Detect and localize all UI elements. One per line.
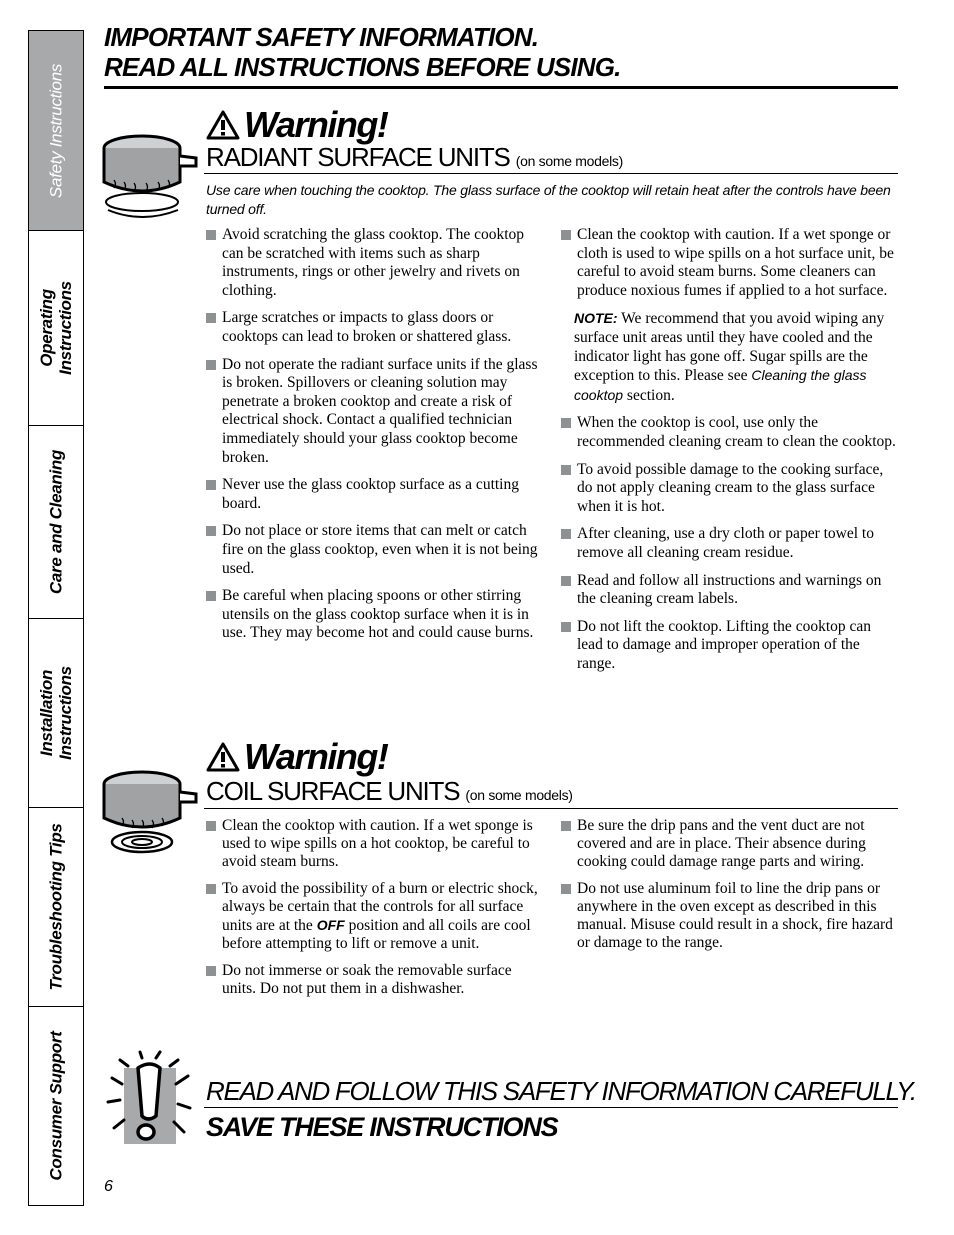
- tab-label: Operating Instructions: [37, 281, 75, 375]
- tab-operating-instructions[interactable]: [29, 231, 83, 426]
- list-item: Read and follow all instructions and warnings on the cleaning cream labels.: [561, 572, 899, 609]
- radiant-divider: [204, 173, 898, 174]
- list-item: To avoid the possibility of a burn or electric shock, always be certain that the controls for all surface units are at the OFF position and all coils are cool before attempting to lift or remove a unit.: [206, 880, 542, 953]
- coil-divider: [204, 808, 898, 809]
- tab-troubleshooting-tips[interactable]: [29, 808, 83, 1007]
- footer-divider: [204, 1107, 898, 1108]
- note-reference: Cleaning the glass cooktop: [574, 367, 867, 403]
- list-item: Be sure the drip pans and the vent duct are not covered and are in place. Their absence during cooking could damage range parts and wiring.: [561, 817, 897, 871]
- radiant-right-column: [561, 226, 899, 682]
- page-number: 6: [104, 1178, 113, 1195]
- radiant-left-column: [206, 226, 544, 652]
- tab-label: Installation Instructions: [37, 666, 75, 760]
- page-title: [104, 22, 898, 82]
- radiant-subtitle-note: (on some models): [515, 153, 623, 169]
- radiant-subtitle: [206, 143, 623, 175]
- tab-label: Troubleshooting Tips: [46, 823, 66, 991]
- list-item: Do not operate the radiant surface units if the glass is broken. Spillovers or cleaning solution may penetrate a broken cooktop and create a risk of electrical shock. Contact a qualified technician immediately should your glass cooktop become broken.: [206, 356, 544, 468]
- off-label: OFF: [316, 917, 345, 933]
- coil-subtitle: [206, 777, 573, 809]
- page-title-line2: READ ALL INSTRUCTIONS BEFORE USING.: [104, 52, 621, 82]
- note-end: section.: [626, 386, 675, 404]
- list-item: Avoid scratching the glass cooktop. The cooktop can be scratched with items such as sharp instruments, rings or other jewelry and rivets on clothing.: [206, 226, 544, 300]
- list-item: Do not immerse or soak the removable surface units. Do not put them in a dishwasher.: [206, 962, 542, 998]
- tab-installation-instructions[interactable]: [29, 619, 83, 808]
- tab-consumer-support[interactable]: [29, 1007, 83, 1205]
- tab-care-and-cleaning[interactable]: [29, 426, 83, 619]
- radiant-note: [574, 309, 899, 405]
- footer-save-instructions: SAVE THESE INSTRUCTIONS: [206, 1112, 558, 1142]
- header-divider: [104, 86, 898, 89]
- list-item: Clean the cooktop with caution. If a wet sponge or cloth is used to wipe spills on a hot surface unit, be careful to avoid steam burns. Some cleaners can produce noxious fumes if applied to a hot surface.: [561, 226, 899, 300]
- coil-right-column: [561, 817, 897, 961]
- list-item: Never use the glass cooktop surface as a cutting board.: [206, 476, 544, 513]
- list-item: To avoid possible damage to the cooking surface, do not apply cleaning cream to the glass surface when it is hot.: [561, 461, 899, 517]
- note-text: We recommend that you avoid wiping any surface unit areas until they have cooled and the indicator light has gone off. Sugar spills are the exception to this. Please see: [574, 310, 885, 385]
- coil-warning-title: [206, 738, 387, 776]
- footer-read-and-follow: READ AND FOLLOW THIS SAFETY INFORMATION CAREFULLY.: [206, 1076, 916, 1106]
- exclamation-icon: [98, 1050, 198, 1146]
- list-item: After cleaning, use a dry cloth or paper towel to remove all cleaning cream residue.: [561, 525, 899, 562]
- coil-subtitle-note: (on some models): [465, 787, 573, 803]
- warning-triangle-icon: [206, 110, 240, 140]
- list-item: Be careful when placing spoons or other stirring utensils on the glass cooktop surface when it is in use. They may become hot and could cause burns.: [206, 587, 544, 643]
- radiant-warning-title: [206, 106, 387, 144]
- warning-label: Warning!: [244, 104, 388, 145]
- list-item: Large scratches or impacts to glass doors or cooktops can lead to broken or shattered glass.: [206, 309, 544, 346]
- list-item: When the cooktop is cool, use only the recommended cleaning cream to clean the cooktop.: [561, 414, 899, 451]
- list-item: Do not use aluminum foil to line the drip pans or anywhere in the oven except as described in this manual. Misuse could result in a shock, fire hazard or damage to the range.: [561, 880, 897, 952]
- coil-pot-icon: [100, 764, 202, 858]
- note-label: NOTE:: [574, 310, 618, 327]
- radiant-subtitle-text: RADIANT SURFACE UNITS: [206, 142, 510, 172]
- radiant-pot-icon: [100, 126, 202, 218]
- tab-label: Safety Instructions: [46, 63, 66, 198]
- warning-label: Warning!: [244, 736, 388, 777]
- radiant-intro: Use care when touching the cooktop. The glass surface of the cooktop will retain heat after the controls have been turned off.: [206, 182, 891, 217]
- tab-label: Consumer Support: [46, 1031, 66, 1181]
- coil-subtitle-text: COIL SURFACE UNITS: [206, 776, 460, 806]
- page-title-line1: IMPORTANT SAFETY INFORMATION.: [104, 22, 539, 52]
- warning-triangle-icon: [206, 742, 240, 772]
- list-item: Do not place or store items that can melt or catch fire on the glass cooktop, even when it is not being used.: [206, 522, 544, 578]
- list-item: Do not lift the cooktop. Lifting the cooktop can lead to damage and improper operation of the range.: [561, 618, 899, 674]
- tab-safety-instructions[interactable]: [29, 31, 83, 231]
- coil-left-column: [206, 817, 542, 1007]
- section-tabs: [28, 30, 84, 1206]
- tab-label: Care and Cleaning: [46, 449, 66, 595]
- list-item: Clean the cooktop with caution. If a wet sponge is used to wipe spills on a hot cooktop, be careful to avoid steam burns.: [206, 817, 542, 871]
